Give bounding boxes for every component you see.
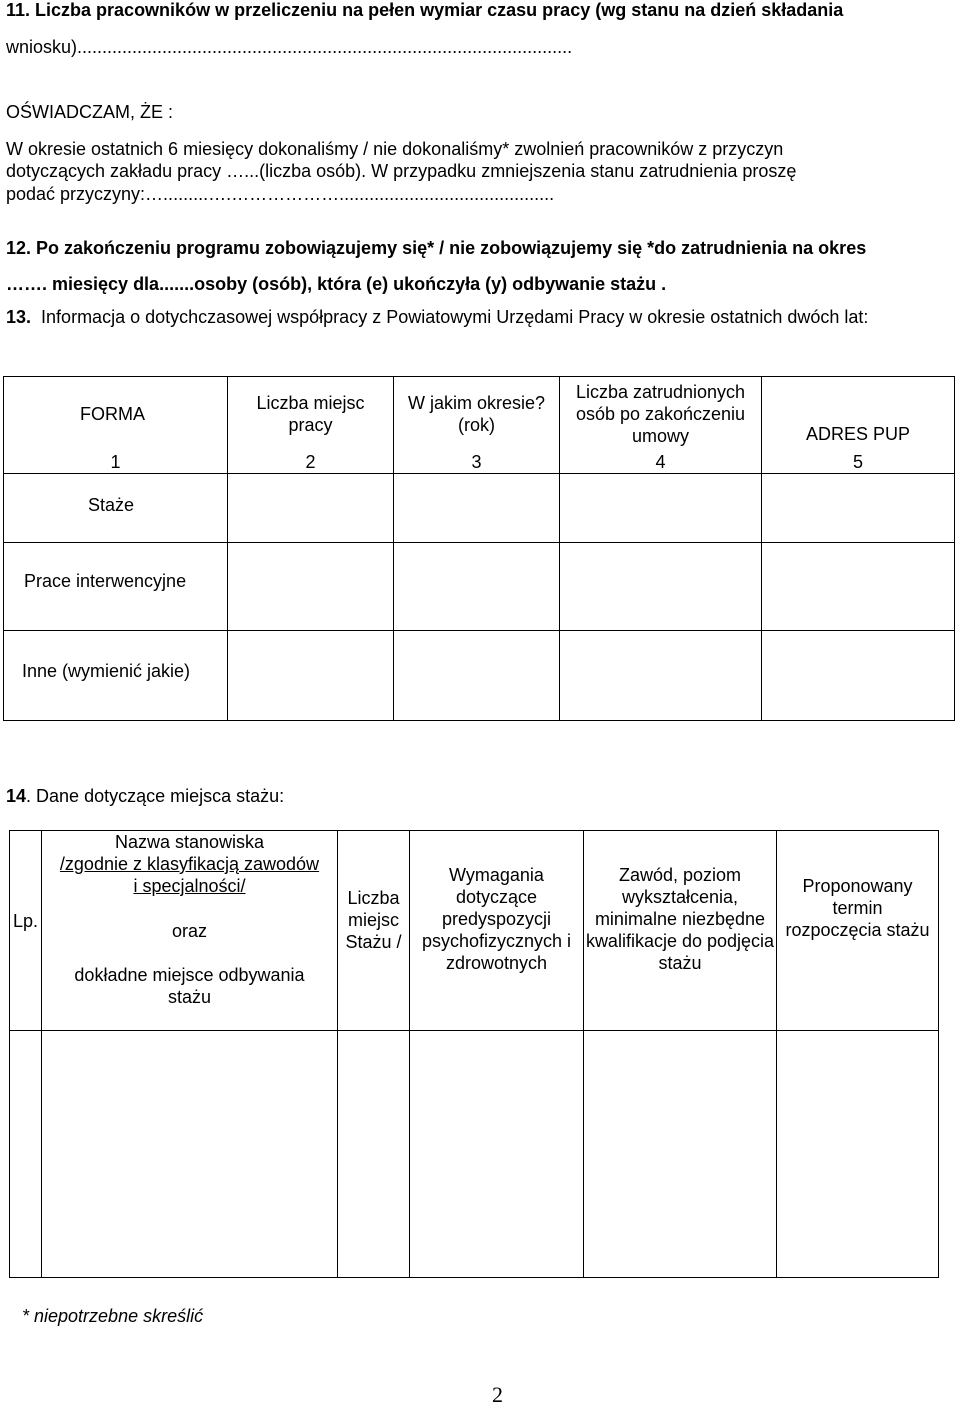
table-cell[interactable] xyxy=(560,630,762,720)
table-cell[interactable] xyxy=(394,542,560,630)
section-14-number: 14 xyxy=(6,786,27,806)
nazwa-line3: i specjalności/ xyxy=(133,876,246,896)
header-adres-pup: ADRES PUP xyxy=(762,377,955,451)
section-13 xyxy=(6,306,868,328)
nazwa-line4: oraz xyxy=(171,921,207,941)
table-cell[interactable] xyxy=(762,542,955,630)
row-label-staze: Staże xyxy=(4,473,228,542)
table-cell[interactable] xyxy=(10,1031,42,1278)
table-cell[interactable] xyxy=(228,542,394,630)
section-12-line2: ……. miesięcy dla.......osoby (osób), która (e) ukończyła (y) odbywanie stażu . xyxy=(6,274,667,294)
footnote: * niepotrzebne skreślić xyxy=(22,1306,204,1326)
header-liczba-miejsc-stazu: Liczba miejsc Stażu / xyxy=(338,831,410,1031)
row-label-inne: Inne (wymienić jakie) xyxy=(4,630,228,720)
header-liczba-zatrudnionych: Liczba zatrudnionych osób po zakończeniu umowy xyxy=(560,377,762,451)
declaration-line1: W okresie ostatnich 6 miesięcy dokonaliśmy / nie dokonaliśmy* zwolnień pracowników z przyczyn xyxy=(6,139,784,159)
table-cell[interactable] xyxy=(338,1031,410,1278)
column-number: 2 xyxy=(228,451,394,474)
section-14-text: . Dane dotyczące miejsca stażu: xyxy=(26,786,285,806)
header-wymagania: Wymagania dotyczące predyspozycji psychofizycznych i zdrowotnych xyxy=(410,831,584,1031)
page-number: 2 xyxy=(492,1382,503,1407)
column-number: 3 xyxy=(394,451,560,474)
nazwa-line1: Nazwa stanowiska xyxy=(114,832,265,852)
table-cell[interactable] xyxy=(42,1031,338,1278)
table-cell[interactable] xyxy=(560,473,762,542)
table-cell[interactable] xyxy=(560,542,762,630)
header-termin: Proponowany termin rozpoczęcia stażu xyxy=(777,831,939,1031)
table-cell[interactable] xyxy=(228,473,394,542)
declaration-line3: podać przyczyny:….........….………………........................................... xyxy=(6,184,555,204)
section-11-line1: 11. Liczba pracowników w przeliczeniu na pełen wymiar czasu pracy (wg stanu na dzień składania xyxy=(6,0,844,20)
column-number: 5 xyxy=(762,451,955,474)
section-11-line2: wniosku)................................................................................................... xyxy=(6,37,573,57)
nazwa-line5: dokładne miejsce odbywania stażu xyxy=(74,965,305,1007)
internship-place-table xyxy=(9,830,939,1278)
header-liczba-miejsc: Liczba miejsc pracy xyxy=(228,377,394,451)
header-nazwa-stanowiska xyxy=(42,831,338,1031)
table-cell[interactable] xyxy=(228,630,394,720)
section-12-line1: 12. Po zakończeniu programu zobowiązujemy się* / nie zobowiązujemy się *do zatrudnienia na okres xyxy=(6,238,867,258)
header-okres: W jakim okresie? (rok) xyxy=(394,377,560,451)
table-cell[interactable] xyxy=(394,630,560,720)
table-cell[interactable] xyxy=(410,1031,584,1278)
table-cell[interactable] xyxy=(762,630,955,720)
row-label-prace-interwencyjne: Prace interwencyjne xyxy=(4,542,228,630)
header-zawod: Zawód, poziom wykształcenia, minimalne niezbędne kwalifikacje do podjęcia stażu xyxy=(584,831,777,1031)
section-13-text: Informacja o dotychczasowej współpracy z Powiatowymi Urzędami Pracy w okresie ostatnich dwóch lat: xyxy=(41,307,869,327)
section-13-number: 13. xyxy=(6,307,32,327)
header-forma: FORMA xyxy=(4,377,228,451)
header-lp: Lp. xyxy=(10,831,42,1031)
section-14 xyxy=(6,785,284,807)
table-cell[interactable] xyxy=(762,473,955,542)
table-cell[interactable] xyxy=(777,1031,939,1278)
nazwa-line2: /zgodnie z klasyfikacją zawodów xyxy=(59,854,320,874)
column-number: 4 xyxy=(560,451,762,474)
table-cell[interactable] xyxy=(394,473,560,542)
column-number: 1 xyxy=(4,451,228,474)
declaration-heading: OŚWIADCZAM, ŻE : xyxy=(6,102,174,122)
declaration-line2: dotyczących zakładu pracy …...(liczba osób). W przypadku zmniejszenia stanu zatrudnienia proszę xyxy=(6,161,797,181)
table-cell[interactable] xyxy=(584,1031,777,1278)
cooperation-table xyxy=(3,376,955,721)
